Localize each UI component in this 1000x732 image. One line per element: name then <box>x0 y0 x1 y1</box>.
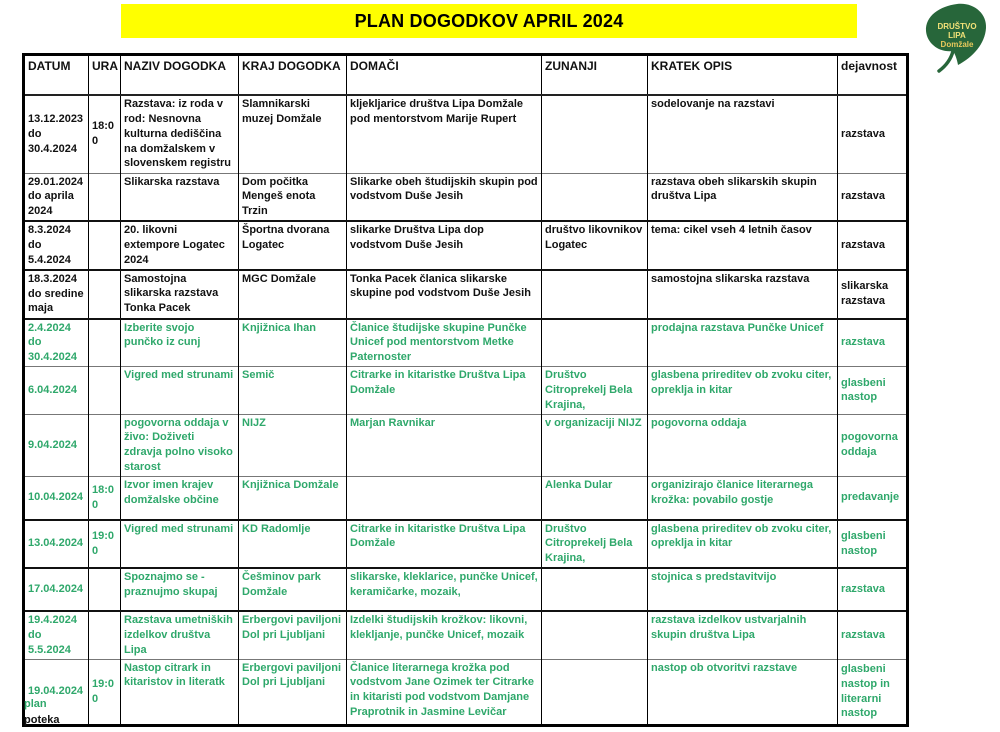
events-table-container <box>22 53 909 727</box>
cell-zunanji: Alenka Dular <box>542 477 648 520</box>
cell-naziv: Vigred med strunami <box>121 367 239 415</box>
cell-zunanji: društvo likovnikov Logatec <box>542 221 648 270</box>
cell-domaci: Marjan Ravnikar <box>347 414 542 476</box>
cell-domaci: Izdelki študijskih krožkov: likovni, klekljanje, punčke Unicef, mozaik <box>347 611 542 659</box>
cell-ura <box>89 270 121 319</box>
cell-kraj: Knjižnica Ihan <box>239 319 347 367</box>
table-row <box>24 319 908 367</box>
cell-naziv: Samostojna slikarska razstava Tonka Pacek <box>121 270 239 319</box>
cell-dejavnost: razstava <box>838 319 908 367</box>
cell-ura <box>89 367 121 415</box>
cell-naziv: pogovorna oddaja v živo: Doživeti zdravja polno visoko starost <box>121 414 239 476</box>
cell-domaci <box>347 477 542 520</box>
cell-opis: pogovorna oddaja <box>648 414 838 476</box>
logo-text-line3: Domžale <box>940 40 974 49</box>
cell-datum: 2.4.2024 do 30.4.2024 <box>24 319 89 367</box>
column-header-dejavnost: dejavnost <box>838 55 908 96</box>
cell-dejavnost: glasbeni nastop <box>838 520 908 569</box>
column-header-kraj: KRAJ DOGODKA <box>239 55 347 96</box>
cell-datum: 29.01.2024 do aprila 2024 <box>24 173 89 221</box>
column-header-ura: URA <box>89 55 121 96</box>
cell-opis: sodelovanje na razstavi <box>648 95 838 173</box>
events-tbody <box>24 95 908 725</box>
cell-naziv: Nastop citrark in kitaristov in literatk <box>121 659 239 725</box>
events-table <box>22 53 909 727</box>
drustvo-lipa-logo <box>920 1 992 73</box>
cell-datum: 10.04.2024 <box>24 477 89 520</box>
cell-kraj: Erbergovi paviljoni Dol pri Ljubljani <box>239 659 347 725</box>
cell-domaci: kljekljarice društva Lipa Domžale pod mentorstvom Marije Rupert <box>347 95 542 173</box>
cell-opis: glasbena prireditev ob zvoku citer, opreklja in kitar <box>648 520 838 569</box>
cell-naziv: Izberite svojo punčko iz cunj <box>121 319 239 367</box>
cell-naziv: Razstava umetniških izdelkov društva Lipa <box>121 611 239 659</box>
cell-datum: 13.12.2023 do 30.4.2024 <box>24 95 89 173</box>
cell-datum: 13.04.2024 <box>24 520 89 569</box>
cell-opis: samostojna slikarska razstava <box>648 270 838 319</box>
cell-opis: razstava izdelkov ustvarjalnih skupin društva Lipa <box>648 611 838 659</box>
cell-zunanji <box>542 173 648 221</box>
cell-opis: prodajna razstava Punčke Unicef <box>648 319 838 367</box>
cell-ura: 19:00 <box>89 520 121 569</box>
cell-dejavnost: razstava <box>838 173 908 221</box>
cell-kraj: Semič <box>239 367 347 415</box>
cell-kraj: Češminov park Domžale <box>239 568 347 611</box>
cell-naziv: 20. likovni extempore Logatec 2024 <box>121 221 239 270</box>
table-row <box>24 221 908 270</box>
column-header-datum: DATUM <box>24 55 89 96</box>
cell-naziv: Vigred med strunami <box>121 520 239 569</box>
cell-domaci: Slikarke obeh študijskih skupin pod vodstvom Duše Jesih <box>347 173 542 221</box>
cell-ura: 18:00 <box>89 95 121 173</box>
cell-datum: 8.3.2024 do 5.4.2024 <box>24 221 89 270</box>
cell-zunanji: v organizaciji NIJZ <box>542 414 648 476</box>
cell-kraj: Knjižnica Domžale <box>239 477 347 520</box>
cell-ura: 19:00 <box>89 659 121 725</box>
cell-datum: 19.4.2024 do 5.5.2024 <box>24 611 89 659</box>
table-row <box>24 611 908 659</box>
table-row <box>24 659 908 725</box>
column-header-zunanji: ZUNANJI <box>542 55 648 96</box>
column-header-naziv: NAZIV DOGODKA <box>121 55 239 96</box>
cell-domaci: slikarke Društva Lipa dop vodstvom Duše Jesih <box>347 221 542 270</box>
cell-ura <box>89 319 121 367</box>
cell-domaci: Citrarke in kitaristke Društva Lipa Domžale <box>347 520 542 569</box>
cell-dejavnost: glasbeni nastop <box>838 367 908 415</box>
cell-kraj: KD Radomlje <box>239 520 347 569</box>
table-row <box>24 414 908 476</box>
table-row <box>24 520 908 569</box>
cell-ura <box>89 414 121 476</box>
cell-zunanji: Društvo Citroprekelj Bela Krajina, <box>542 367 648 415</box>
table-row <box>24 367 908 415</box>
cell-dejavnost: razstava <box>838 95 908 173</box>
cell-dejavnost: razstava <box>838 221 908 270</box>
column-header-opis: KRATEK OPIS <box>648 55 838 96</box>
cell-kraj: Športna dvorana Logatec <box>239 221 347 270</box>
cell-zunanji <box>542 319 648 367</box>
table-row <box>24 270 908 319</box>
cell-ura <box>89 568 121 611</box>
cell-naziv: Slikarska razstava <box>121 173 239 221</box>
cell-naziv: Spoznajmo se - praznujmo skupaj <box>121 568 239 611</box>
cell-opis: glasbena prireditev ob zvoku citer, opreklja in kitar <box>648 367 838 415</box>
cell-kraj: Dom počitka Mengeš enota Trzin <box>239 173 347 221</box>
cell-dejavnost: glasbeni nastop in literarni nastop <box>838 659 908 725</box>
table-row <box>24 95 908 173</box>
cell-ura <box>89 173 121 221</box>
cell-dejavnost: slikarska razstava <box>838 270 908 319</box>
cell-domaci: Članice študijske skupine Punčke Unicef pod mentorstvom Metke Paternoster <box>347 319 542 367</box>
cell-ura <box>89 221 121 270</box>
column-header-domaci: DOMAČI <box>347 55 542 96</box>
cell-kraj: Slamnikarski muzej Domžale <box>239 95 347 173</box>
cell-datum: 19.04.2024 <box>24 659 89 725</box>
legend-poteka: poteka <box>24 713 60 726</box>
cell-naziv: Razstava: iz roda v rod: Nesnovna kulturna dediščina na domžalskem v slovenskem registru <box>121 95 239 173</box>
logo-text-line1: DRUŠTVO <box>937 22 977 31</box>
table-row <box>24 477 908 520</box>
cell-zunanji: Društvo Citroprekelj Bela Krajina, <box>542 520 648 569</box>
cell-zunanji <box>542 611 648 659</box>
cell-datum: 18.3.2024 do sredine maja <box>24 270 89 319</box>
table-row <box>24 173 908 221</box>
cell-zunanji <box>542 95 648 173</box>
cell-domaci: Tonka Pacek članica slikarske skupine pod vodstvom Duše Jesih <box>347 270 542 319</box>
cell-zunanji <box>542 659 648 725</box>
cell-zunanji <box>542 568 648 611</box>
cell-domaci: Članice literarnega krožka pod vodstvom Jane Ozimek ter Citrarke in kitaristi pod vodstvom Damjane Praprotnik in Jasmine Levičar <box>347 659 542 725</box>
logo-text-line2: LIPA <box>948 31 966 40</box>
cell-kraj: MGC Domžale <box>239 270 347 319</box>
cell-zunanji <box>542 270 648 319</box>
cell-ura: 18:00 <box>89 477 121 520</box>
cell-dejavnost: razstava <box>838 611 908 659</box>
cell-opis: nastop ob otvoritvi razstave <box>648 659 838 725</box>
cell-domaci: Citrarke in kitaristke Društva Lipa Domžale <box>347 367 542 415</box>
cell-opis: razstava obeh slikarskih skupin društva Lipa <box>648 173 838 221</box>
cell-datum: 6.04.2024 <box>24 367 89 415</box>
cell-naziv: Izvor imen krajev domžalske občine <box>121 477 239 520</box>
cell-kraj: NIJZ <box>239 414 347 476</box>
legend <box>24 697 59 729</box>
legend-plan: plan <box>24 698 47 710</box>
cell-datum: 17.04.2024 <box>24 568 89 611</box>
cell-dejavnost: predavanje <box>838 477 908 520</box>
cell-opis: stojnica s predstavitvijo <box>648 568 838 611</box>
cell-kraj: Erbergovi paviljoni Dol pri Ljubljani <box>239 611 347 659</box>
cell-dejavnost: pogovorna oddaja <box>838 414 908 476</box>
cell-ura <box>89 611 121 659</box>
cell-opis: tema: cikel vseh 4 letnih časov <box>648 221 838 270</box>
table-row <box>24 568 908 611</box>
cell-datum: 9.04.2024 <box>24 414 89 476</box>
cell-opis: organizirajo članice literarnega krožka: povabilo gostje <box>648 477 838 520</box>
header-row <box>24 55 908 96</box>
cell-domaci: slikarske, kleklarice, punčke Unicef, keramičarke, mozaik, <box>347 568 542 611</box>
cell-dejavnost: razstava <box>838 568 908 611</box>
page-title: PLAN DOGODKOV APRIL 2024 <box>354 10 624 31</box>
page-title-banner <box>121 4 857 38</box>
